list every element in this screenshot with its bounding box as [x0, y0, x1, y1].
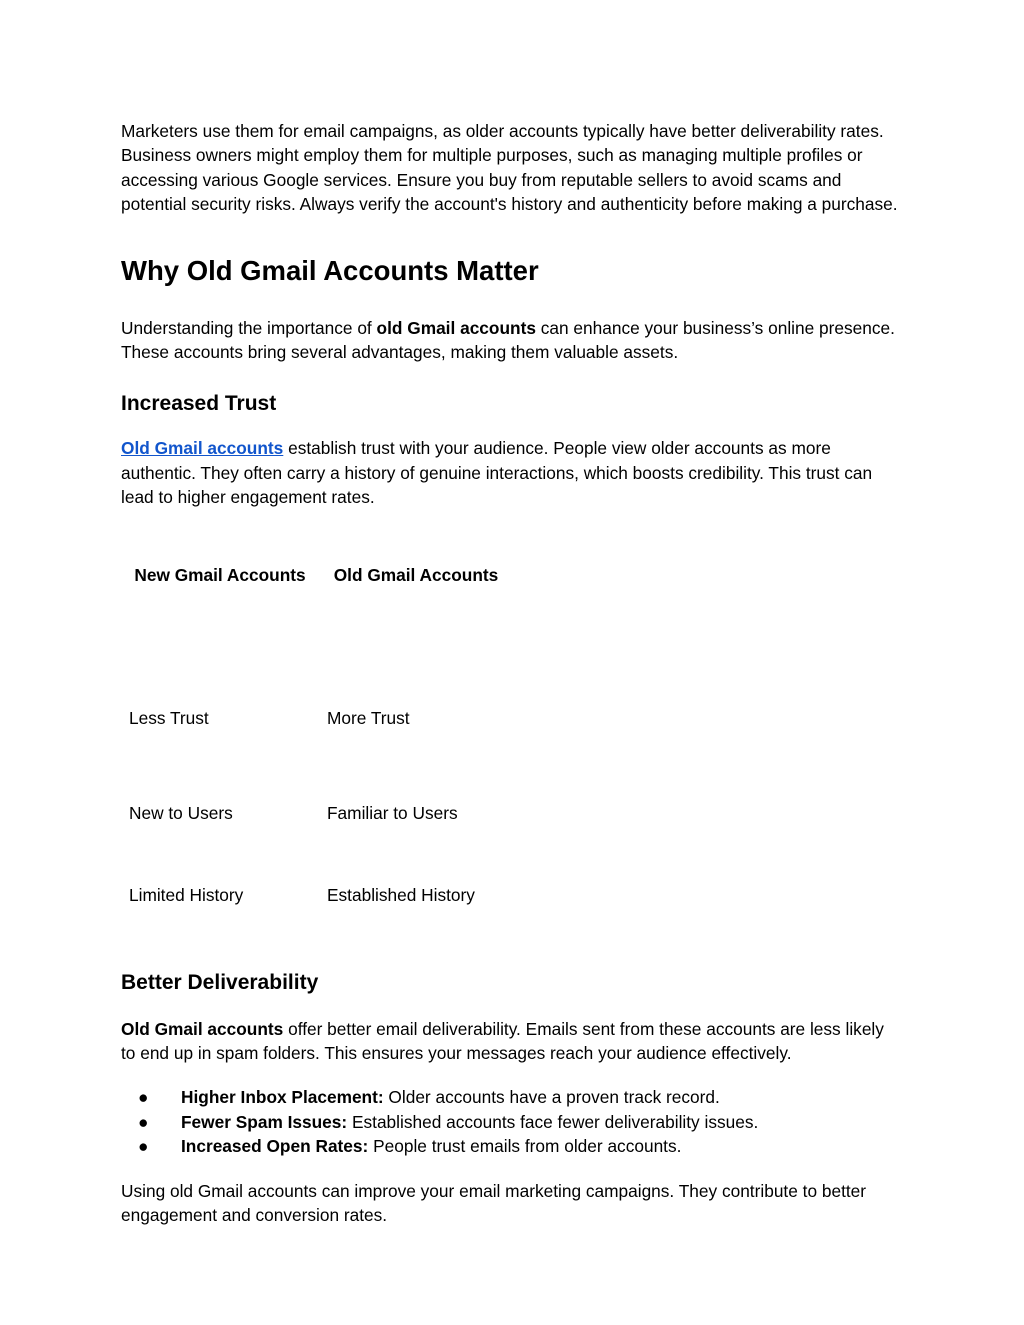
table-row [121, 855, 513, 937]
list-item [121, 1134, 901, 1158]
table-cell: Limited History [129, 885, 244, 906]
bullet-icon: ● [138, 1087, 149, 1108]
list-item [121, 1085, 901, 1109]
heading-increased-trust: Increased Trust [121, 392, 277, 416]
bullet-icon: ● [138, 1136, 149, 1157]
understanding-text-before: Understanding the importance of [121, 317, 377, 338]
deliverability-bold: Old Gmail accounts [121, 1018, 284, 1039]
closing-paragraph: Using old Gmail accounts can improve your email marketing campaigns. They contribute to better engagement and conversion rates. [121, 1180, 867, 1226]
list-item-text: Older accounts have a proven track record. [383, 1087, 720, 1108]
list-item-text: People trust emails from older accounts. [368, 1136, 682, 1157]
list-item [121, 1110, 901, 1134]
trust-text: establish trust with your audience. People view older accounts as more authentic. They often carry a history of genuine interactions, which boosts credibility. This trust can lead to higher engagement rates. [121, 438, 873, 508]
old-gmail-accounts-link[interactable]: Old Gmail accounts [121, 438, 284, 459]
understanding-paragraph [121, 316, 901, 365]
table-cell: New to Users [129, 803, 233, 824]
deliverability-paragraph [121, 1017, 901, 1066]
list-item-label: Higher Inbox Placement: [181, 1087, 384, 1108]
understanding-text-after: can enhance your business’s online presence. These accounts bring several advantages, making them valuable assets. [121, 317, 895, 363]
list-item-text: Established accounts face fewer deliverability issues. [347, 1111, 759, 1132]
main-heading: Why Old Gmail Accounts Matter [121, 254, 539, 286]
bullet-icon: ● [138, 1111, 149, 1132]
intro-paragraph: Marketers use them for email campaigns, as older accounts typically have better deliverability rates. Business owners might employ them for multiple purposes, such as managing multiple profiles or accessing various Google services. Ensure you buy from reputable sellers to avoid scams and potential security risks. Always verify the account's history and authenticity before making a purchase. [121, 121, 898, 215]
table-cell: Familiar to Users [327, 803, 458, 824]
table-cell: Less Trust [129, 708, 209, 729]
table-row [121, 645, 513, 773]
table-row [121, 773, 513, 855]
trust-paragraph [121, 436, 901, 509]
deliverability-text: offer better email deliverability. Emails sent from these accounts are less likely to end up in spam folders. This ensures your messages reach your audience effectively. [121, 1018, 884, 1064]
table-header-row [121, 558, 513, 645]
benefits-list [121, 1085, 901, 1158]
table-header-new: New Gmail Accounts [134, 564, 306, 585]
table-header-old: Old Gmail Accounts [333, 564, 499, 585]
list-item-label: Increased Open Rates: [181, 1136, 369, 1157]
document-page [121, 119, 901, 1228]
comparison-table [121, 558, 513, 937]
table-cell: Established History [327, 885, 475, 906]
understanding-bold: old Gmail accounts [376, 317, 536, 338]
table-cell: More Trust [327, 708, 410, 729]
heading-better-deliverability: Better Deliverability [121, 970, 319, 994]
list-item-label: Fewer Spam Issues: [181, 1111, 348, 1132]
